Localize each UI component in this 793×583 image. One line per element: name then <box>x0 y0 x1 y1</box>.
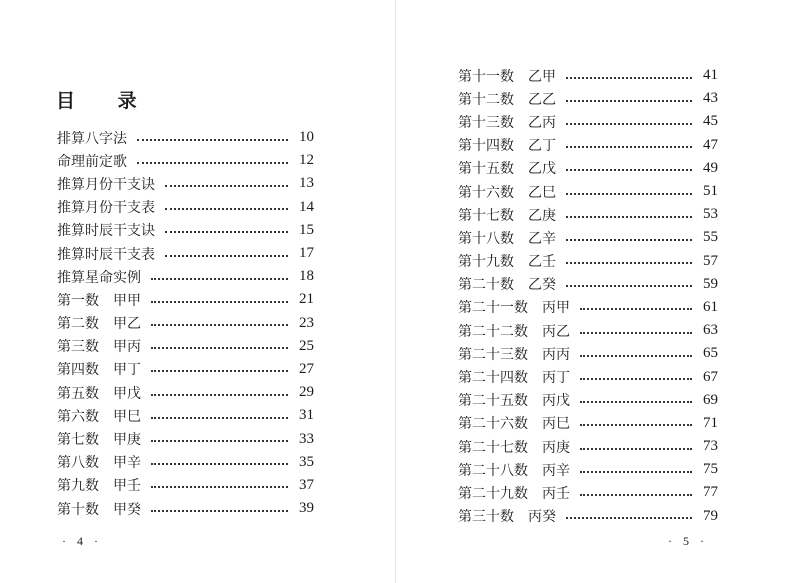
toc-entry-title <box>458 251 556 271</box>
toc-entry-page: 69 <box>703 391 718 408</box>
left-page <box>0 0 396 583</box>
toc-entry-stems: 乙丙 <box>528 114 556 131</box>
toc-entry-ordinal: 第十二数 <box>458 91 514 108</box>
toc-entry-title <box>458 390 570 410</box>
toc-entry-page: 67 <box>703 368 718 385</box>
toc-entry-page: 17 <box>299 245 314 262</box>
toc-entry-ordinal: 第二十四数 <box>458 370 528 387</box>
toc-entry-title: 推算星命实例 <box>57 269 141 286</box>
toc-entry-stems: 丙巳 <box>542 416 570 433</box>
toc-entry <box>458 505 718 528</box>
toc-entry <box>458 250 718 273</box>
dot-leader <box>165 185 288 187</box>
toc-entry-stems: 乙癸 <box>528 277 556 294</box>
toc-entry-title <box>458 506 556 526</box>
toc-entry-stems: 乙丁 <box>528 138 556 155</box>
dot-leader <box>566 146 692 148</box>
toc-entry-title: 推算月份干支诀 <box>57 176 155 193</box>
dot-leader <box>580 355 692 357</box>
toc-entry-ordinal: 第二十一数 <box>458 300 528 317</box>
toc-entry <box>57 196 314 219</box>
toc-entry-ordinal: 第十五数 <box>458 161 514 178</box>
toc-entry-page: 75 <box>703 461 718 478</box>
toc-entry-ordinal: 第二十数 <box>458 277 514 294</box>
toc-entry-page: 71 <box>703 414 718 431</box>
toc-entry <box>458 87 718 110</box>
toc-entry-ordinal: 第五数 <box>57 385 99 402</box>
toc-entry-title <box>458 297 570 317</box>
toc-entry-page: 33 <box>299 430 314 447</box>
toc-entry-page: 27 <box>299 360 314 377</box>
toc-entry <box>458 226 718 249</box>
toc-list-left <box>57 126 314 520</box>
toc-entry <box>458 342 718 365</box>
page-number-left: · 4 · <box>62 534 102 548</box>
toc-entry-page: 39 <box>299 500 314 517</box>
dot-leader <box>580 448 692 450</box>
toc-entry-ordinal: 第十三数 <box>458 114 514 131</box>
toc-entry-page: 37 <box>299 476 314 493</box>
toc-entry-title <box>458 158 556 178</box>
toc-entry-stems: 甲巳 <box>113 408 141 425</box>
toc-entry <box>458 365 718 388</box>
toc-entry-ordinal: 第一数 <box>57 292 99 309</box>
toc-entry-page: 13 <box>299 175 314 192</box>
toc-entry-page: 35 <box>299 453 314 470</box>
toc-entry-page: 79 <box>703 507 718 524</box>
toc-entry <box>57 312 314 335</box>
toc-entry-stems: 乙戊 <box>528 161 556 178</box>
toc-entry <box>57 219 314 242</box>
toc-entry-ordinal: 第十四数 <box>458 138 514 155</box>
dot-leader <box>566 239 692 241</box>
toc-entry-title <box>57 406 141 426</box>
toc-entry-title <box>57 429 141 449</box>
toc-entry-ordinal: 第二十八数 <box>458 462 528 479</box>
toc-entry-ordinal: 第七数 <box>57 432 99 449</box>
toc-entry <box>458 412 718 435</box>
toc-entry-stems: 乙庚 <box>528 207 556 224</box>
dot-leader <box>566 262 692 264</box>
toc-entry-page: 41 <box>703 67 718 84</box>
toc-entry <box>57 358 314 381</box>
dot-leader <box>566 216 692 218</box>
toc-entry-stems: 甲戊 <box>113 385 141 402</box>
toc-entry-page: 15 <box>299 221 314 238</box>
toc-entry-page: 73 <box>703 438 718 455</box>
toc-entry <box>57 126 314 149</box>
toc-entry-page: 49 <box>703 159 718 176</box>
toc-entry-title <box>57 475 141 495</box>
toc-entry <box>458 319 718 342</box>
toc-entry-ordinal: 第十七数 <box>458 207 514 224</box>
dot-leader <box>151 324 288 326</box>
toc-entry-title <box>57 383 141 403</box>
toc-entry-title <box>57 336 141 356</box>
toc-entry-stems: 甲辛 <box>113 455 141 472</box>
toc-entry <box>458 157 718 180</box>
toc-entry-stems: 乙巳 <box>528 184 556 201</box>
dot-leader <box>566 77 692 79</box>
toc-entry-page: 43 <box>703 90 718 107</box>
toc-entry <box>458 296 718 319</box>
dot-leader <box>566 123 692 125</box>
dot-leader <box>137 162 288 164</box>
dot-leader <box>151 394 288 396</box>
toc-entry-stems: 丙戊 <box>542 393 570 410</box>
toc-entry-stems: 丙丙 <box>542 346 570 363</box>
toc-entry-ordinal: 第十数 <box>57 501 99 518</box>
toc-entry-page: 59 <box>703 275 718 292</box>
toc-entry-title <box>458 274 556 294</box>
dot-leader <box>151 463 288 465</box>
toc-entry <box>57 288 314 311</box>
toc-entry-title <box>458 66 556 86</box>
toc-entry <box>458 435 718 458</box>
toc-entry-ordinal: 第二十二数 <box>458 323 528 340</box>
toc-entry-stems: 乙壬 <box>528 254 556 271</box>
toc-entry <box>458 64 718 87</box>
toc-entry <box>57 404 314 427</box>
toc-entry-stems: 甲甲 <box>113 292 141 309</box>
toc-entry-stems: 乙辛 <box>528 230 556 247</box>
toc-entry <box>57 451 314 474</box>
toc-entry-title: 排算八字法 <box>57 130 127 147</box>
toc-entry-title: 命理前定歌 <box>57 153 127 170</box>
toc-entry-stems: 甲庚 <box>113 432 141 449</box>
toc-entry-title <box>458 483 570 503</box>
toc-entry-title <box>57 290 141 310</box>
dot-leader <box>580 471 692 473</box>
toc-entry-title <box>57 359 141 379</box>
toc-entry-title <box>458 228 556 248</box>
toc-entry-page: 10 <box>299 129 314 146</box>
toc-entry <box>458 481 718 504</box>
toc-entry-page: 47 <box>703 136 718 153</box>
dot-leader <box>151 440 288 442</box>
dot-leader <box>165 231 288 233</box>
dot-leader <box>151 301 288 303</box>
toc-entry-title <box>458 321 570 341</box>
dot-leader <box>151 486 288 488</box>
dot-leader <box>580 494 692 496</box>
dot-leader <box>137 139 288 141</box>
dot-leader <box>165 255 288 257</box>
toc-entry-stems: 丙辛 <box>542 462 570 479</box>
toc-entry-ordinal: 第二十三数 <box>458 346 528 363</box>
toc-entry-stems: 乙甲 <box>528 68 556 85</box>
toc-list-right <box>458 64 718 528</box>
toc-entry-ordinal: 第三十数 <box>458 509 514 526</box>
toc-entry-page: 51 <box>703 183 718 200</box>
toc-entry-stems: 甲丙 <box>113 339 141 356</box>
dot-leader <box>151 417 288 419</box>
toc-entry <box>458 389 718 412</box>
toc-entry-stems: 甲壬 <box>113 478 141 495</box>
toc-entry-ordinal: 第三数 <box>57 339 99 356</box>
toc-entry-title: 推算时辰干支诀 <box>57 223 155 240</box>
toc-entry <box>57 242 314 265</box>
right-page <box>396 0 793 583</box>
toc-entry-title: 推算月份干支表 <box>57 200 155 217</box>
dot-leader <box>580 424 692 426</box>
toc-entry-title: 推算时辰干支表 <box>57 246 155 263</box>
toc-entry-ordinal: 第二十六数 <box>458 416 528 433</box>
toc-entry-stems: 丙壬 <box>542 485 570 502</box>
toc-entry-stems: 甲乙 <box>113 316 141 333</box>
toc-entry-stems: 丙庚 <box>542 439 570 456</box>
toc-entry <box>458 134 718 157</box>
toc-entry-ordinal: 第十一数 <box>458 68 514 85</box>
toc-entry-ordinal: 第四数 <box>57 362 99 379</box>
toc-entry-title <box>458 460 570 480</box>
toc-entry-page: 63 <box>703 322 718 339</box>
toc-entry-title <box>57 452 141 472</box>
toc-entry-page: 31 <box>299 407 314 424</box>
toc-entry-title <box>458 413 570 433</box>
dot-leader <box>566 169 692 171</box>
toc-entry-stems: 丙乙 <box>542 323 570 340</box>
toc-entry-ordinal: 第十六数 <box>458 184 514 201</box>
toc-entry-page: 14 <box>299 198 314 215</box>
dot-leader <box>566 193 692 195</box>
toc-entry-title <box>57 313 141 333</box>
toc-entry-page: 55 <box>703 229 718 246</box>
dot-leader <box>580 378 692 380</box>
toc-entry <box>57 427 314 450</box>
toc-entry-ordinal: 第二数 <box>57 316 99 333</box>
toc-entry-stems: 甲癸 <box>113 501 141 518</box>
page-number-right: · 5 · <box>668 534 708 548</box>
toc-entry-title <box>458 112 556 132</box>
toc-entry <box>458 273 718 296</box>
toc-entry-title <box>458 367 570 387</box>
dot-leader <box>151 370 288 372</box>
toc-entry <box>57 149 314 172</box>
toc-entry-page: 21 <box>299 291 314 308</box>
toc-entry-stems: 甲丁 <box>113 362 141 379</box>
toc-entry-title <box>458 182 556 202</box>
toc-entry-stems: 丙丁 <box>542 370 570 387</box>
dot-leader <box>580 308 692 310</box>
toc-entry <box>458 458 718 481</box>
toc-entry-stems: 乙乙 <box>528 91 556 108</box>
toc-entry-title <box>458 437 570 457</box>
toc-entry-ordinal: 第二十九数 <box>458 485 528 502</box>
toc-entry-page: 61 <box>703 298 718 315</box>
toc-entry <box>57 172 314 195</box>
toc-entry-page: 18 <box>299 268 314 285</box>
dot-leader <box>151 278 288 280</box>
toc-entry-title <box>458 344 570 364</box>
toc-entry-page: 65 <box>703 345 718 362</box>
toc-entry-ordinal: 第八数 <box>57 455 99 472</box>
toc-entry-page: 29 <box>299 384 314 401</box>
dot-leader <box>566 517 692 519</box>
toc-entry-stems: 丙癸 <box>528 509 556 526</box>
dot-leader <box>151 510 288 512</box>
toc-entry-stems: 丙甲 <box>542 300 570 317</box>
dot-leader <box>165 208 288 210</box>
toc-entry-ordinal: 第十八数 <box>458 230 514 247</box>
toc-entry-page: 12 <box>299 152 314 169</box>
dot-leader <box>566 100 692 102</box>
dot-leader <box>580 332 692 334</box>
toc-entry <box>57 474 314 497</box>
toc-entry-ordinal: 第二十七数 <box>458 439 528 456</box>
dot-leader <box>566 285 692 287</box>
toc-entry-title <box>458 205 556 225</box>
toc-entry <box>57 265 314 288</box>
toc-entry-page: 23 <box>299 314 314 331</box>
toc-entry-page: 53 <box>703 206 718 223</box>
page-title: 目 录 <box>56 90 155 112</box>
toc-entry-ordinal: 第九数 <box>57 478 99 495</box>
toc-entry-ordinal: 第十九数 <box>458 254 514 271</box>
toc-entry-title <box>458 135 556 155</box>
toc-entry-ordinal: 第二十五数 <box>458 393 528 410</box>
toc-entry <box>458 180 718 203</box>
toc-entry-title <box>57 499 141 519</box>
toc-entry-page: 57 <box>703 252 718 269</box>
dot-leader <box>580 401 692 403</box>
toc-entry <box>458 203 718 226</box>
toc-entry-ordinal: 第六数 <box>57 408 99 425</box>
toc-entry <box>57 497 314 520</box>
toc-entry-page: 45 <box>703 113 718 130</box>
toc-entry <box>57 381 314 404</box>
dot-leader <box>151 347 288 349</box>
toc-entry-page: 77 <box>703 484 718 501</box>
toc-entry-title <box>458 89 556 109</box>
toc-entry <box>458 110 718 133</box>
toc-entry <box>57 335 314 358</box>
toc-entry-page: 25 <box>299 337 314 354</box>
